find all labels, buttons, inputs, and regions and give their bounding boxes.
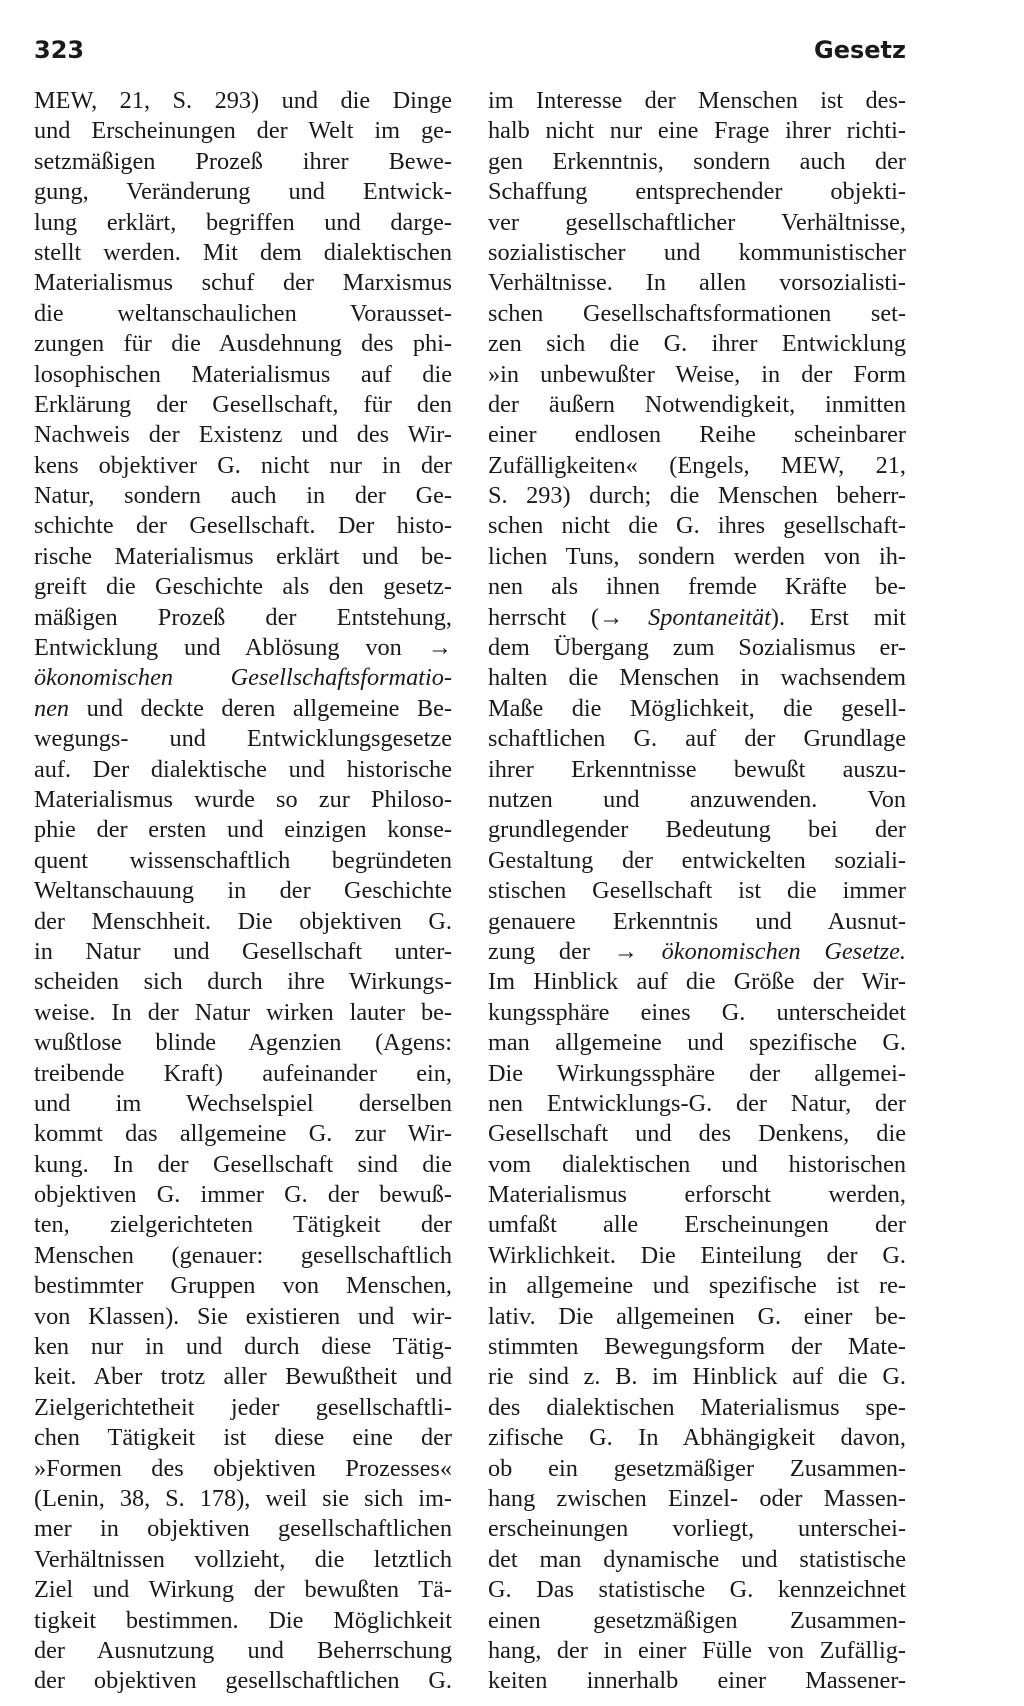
text-line: scheiden sich durch ihre Wirkungs-: [34, 968, 452, 996]
text-line: auf. Der dialektische und historische: [34, 755, 452, 783]
text-line: weise. In der Natur wirken lauter be-: [34, 998, 452, 1026]
text-line: Entwicklung und Ablösung von →: [34, 634, 452, 662]
text-line: Gesellschaft und des Denkens, die: [488, 1120, 906, 1148]
text-line: zung der → ökonomischen Gesetze.: [488, 937, 906, 965]
text-line: schaftlichen G. auf der Grundlage: [488, 725, 906, 753]
text-line: Materialismus schuf der Marxismus: [34, 269, 452, 297]
text-line: zungen für die Ausdehnung des phi-: [34, 330, 452, 358]
text-line: wußtlose blinde Agenzien (Agens:: [34, 1029, 452, 1057]
text-line: phie der ersten und einzigen konse-: [34, 816, 452, 844]
text-line: ten, zielgerichteten Tätigkeit der: [34, 1211, 452, 1239]
text-line: Verhältnisse. In allen vorsozialisti-: [488, 269, 906, 297]
text-line: herrscht (→ Spontaneität). Erst mit: [488, 603, 907, 631]
text-line: setzmäßigen Prozeß ihrer Bewe-: [34, 147, 452, 175]
text-line: genauere Erkenntnis und Ausnut-: [488, 907, 906, 935]
text-line: Materialismus erforscht werden,: [488, 1181, 906, 1209]
text-line: einen gesetzmäßigen Zusammen-: [488, 1606, 906, 1634]
text-line: in allgemeine und spezifische ist re-: [488, 1272, 906, 1300]
text-line: kommt das allgemeine G. zur Wir-: [34, 1120, 452, 1148]
text-line: Im Hinblick auf die Größe der Wir-: [488, 968, 906, 996]
text-line: Schaffung entsprechender objekti-: [488, 178, 906, 206]
text-line: lichen Tuns, sondern werden von ih-: [488, 542, 906, 570]
text-line: nen Entwicklungs-G. der Natur, der: [488, 1089, 906, 1117]
text-line: gen Erkenntnis, sondern auch der: [488, 147, 906, 175]
text-line: erscheinungen vorliegt, unterschei-: [488, 1515, 906, 1543]
text-line: keiten innerhalb einer Massener-: [488, 1667, 906, 1695]
text-line: greift die Geschichte als den gesetz-: [34, 573, 452, 601]
text-line: det man dynamische und statistische: [488, 1545, 906, 1573]
text-line: von Klassen). Sie existieren und wir-: [34, 1302, 452, 1330]
text-line: bestimmter Gruppen von Menschen,: [34, 1272, 452, 1300]
text-line: (Lenin, 38, S. 178), weil sie sich im-: [34, 1484, 452, 1512]
text-line: hang zwischen Einzel- oder Massen-: [488, 1484, 906, 1512]
text-line: mer in objektiven gesellschaftlichen: [34, 1515, 452, 1543]
text-line: Zielgerichtetheit jeder gesellschaftli-: [34, 1393, 452, 1421]
text-line: kens objektiver G. nicht nur in der: [34, 451, 452, 479]
text-line: zen sich die G. ihrer Entwicklung: [488, 330, 906, 358]
text-line: S. 293) durch; die Menschen beherr-: [488, 482, 906, 510]
text-line: Materialismus wurde so zur Philoso-: [34, 785, 452, 813]
page-number: 323: [34, 36, 85, 64]
text-line: sozialistischer und kommunistischer: [488, 238, 906, 266]
text-line: keit. Aber trotz aller Bewußtheit und: [34, 1363, 452, 1391]
text-line: stellt werden. Mit dem dialektischen: [34, 238, 452, 266]
text-line: stimmten Bewegungsform der Mate-: [488, 1333, 906, 1361]
text-line: der Menschheit. Die objektiven G.: [34, 907, 452, 935]
text-line: Weltanschauung in der Geschichte: [34, 877, 452, 905]
text-line: quent wissenschaftlich begründeten: [34, 846, 452, 874]
text-line: ken nur in und durch diese Tätig-: [34, 1333, 452, 1361]
text-line: ihrer Erkenntnisse bewußt auszu-: [488, 755, 906, 783]
text-line: nen als ihnen fremde Kräfte be-: [488, 573, 906, 601]
text-line: im Interesse der Menschen ist des-: [488, 87, 906, 114]
text-line: treibende Kraft) aufeinander ein,: [34, 1059, 452, 1087]
text-line: schen Gesellschaftsformationen set-: [488, 299, 906, 327]
text-line: stischen Gesellschaft ist die immer: [488, 877, 906, 905]
text-line: kungssphäre eines G. unterscheidet: [488, 998, 906, 1026]
text-line: lung erklärt, begriffen und darge-: [34, 208, 452, 236]
text-line: Natur, sondern auch in der Ge-: [34, 482, 452, 510]
text-column-right: [488, 86, 906, 1697]
text-line: nen und deckte deren allgemeine Be-: [34, 694, 452, 722]
text-line: und im Wechselspiel derselben: [34, 1089, 452, 1117]
text-line: G. Das statistische G. kennzeichnet: [488, 1576, 906, 1604]
text-line: halten die Menschen in wachsendem: [488, 664, 906, 692]
text-line: »in unbewußter Weise, in der Form: [488, 360, 906, 388]
text-line: Ziel und Wirkung der bewußten Tä-: [34, 1576, 452, 1604]
text-line: »Formen des objektiven Prozesses«: [34, 1454, 452, 1482]
text-line: Menschen (genauer: gesellschaftlich: [34, 1241, 452, 1269]
text-line: zifische G. In Abhängigkeit davon,: [488, 1424, 906, 1452]
text-line: einer endlosen Reihe scheinbarer: [488, 421, 906, 449]
text-line: Nachweis der Existenz und des Wir-: [34, 421, 452, 449]
text-line: rische Materialismus erklärt und be-: [34, 542, 452, 570]
text-line: Gestaltung der entwickelten soziali-: [488, 846, 906, 874]
text-line: Die Wirkungssphäre der allgemei-: [488, 1059, 906, 1087]
text-line: der Ausnutzung und Beherrschung: [34, 1636, 452, 1664]
text-line: schen nicht die G. ihres gesellschaft-: [488, 512, 906, 540]
text-line: schichte der Gesellschaft. Der histo-: [34, 512, 452, 540]
text-line: in Natur und Gesellschaft unter-: [34, 937, 452, 965]
text-line: grundlegender Bedeutung bei der: [488, 816, 906, 844]
text-line: ob ein gesetzmäßiger Zusammen-: [488, 1454, 906, 1482]
text-line: chen Tätigkeit ist diese eine der: [34, 1424, 452, 1452]
text-line: Erklärung der Gesellschaft, für den: [34, 390, 452, 418]
text-line: des dialektischen Materialismus spe-: [488, 1393, 906, 1421]
text-line: vom dialektischen und historischen: [488, 1150, 906, 1178]
text-line: der objektiven gesellschaftlichen G.: [34, 1667, 452, 1695]
text-line: objektiven G. immer G. der bewuß-: [34, 1181, 452, 1209]
text-line: halb nicht nur eine Frage ihrer richti-: [488, 117, 906, 145]
text-line: kung. In der Gesellschaft sind die: [34, 1150, 452, 1178]
text-line: MEW, 21, S. 293) und die Dinge: [34, 87, 452, 114]
text-line: gung, Veränderung und Entwick-: [34, 178, 452, 206]
text-line: ökonomischen Gesellschaftsformatio-: [34, 664, 452, 692]
text-line: ver gesellschaftlicher Verhältnisse,: [488, 208, 906, 236]
text-line: lativ. Die allgemeinen G. einer be-: [488, 1302, 906, 1330]
text-line: Maße die Möglichkeit, die gesell-: [488, 694, 906, 722]
text-line: Verhältnissen vollzieht, die letztlich: [34, 1545, 452, 1573]
text-line: losophischen Materialismus auf die: [34, 360, 452, 388]
text-line: die weltanschaulichen Vorausset-: [34, 299, 452, 327]
text-column-left: [34, 86, 452, 1697]
text-line: umfaßt alle Erscheinungen der: [488, 1211, 906, 1239]
text-line: dem Übergang zum Sozialismus er-: [488, 634, 906, 662]
page-header: [34, 36, 906, 72]
text-line: man allgemeine und spezifische G.: [488, 1029, 906, 1057]
text-line: wegungs- und Entwicklungsgesetze: [34, 725, 452, 753]
text-line: Wirklichkeit. Die Einteilung der G.: [488, 1241, 906, 1269]
text-line: der äußern Notwendigkeit, inmitten: [488, 390, 906, 418]
text-line: tigkeit bestimmen. Die Möglichkeit: [34, 1606, 452, 1634]
text-line: rie sind z. B. im Hinblick auf die G.: [488, 1363, 906, 1391]
text-line: nutzen und anzuwenden. Von: [488, 785, 906, 813]
text-line: und Erscheinungen der Welt im ge-: [34, 117, 452, 145]
text-line: mäßigen Prozeß der Entstehung,: [34, 603, 452, 631]
running-head: Gesetz: [814, 36, 906, 64]
text-line: Zufälligkeiten« (Engels, MEW, 21,: [488, 451, 906, 479]
text-line: hang, der in einer Fülle von Zufällig-: [488, 1636, 906, 1664]
